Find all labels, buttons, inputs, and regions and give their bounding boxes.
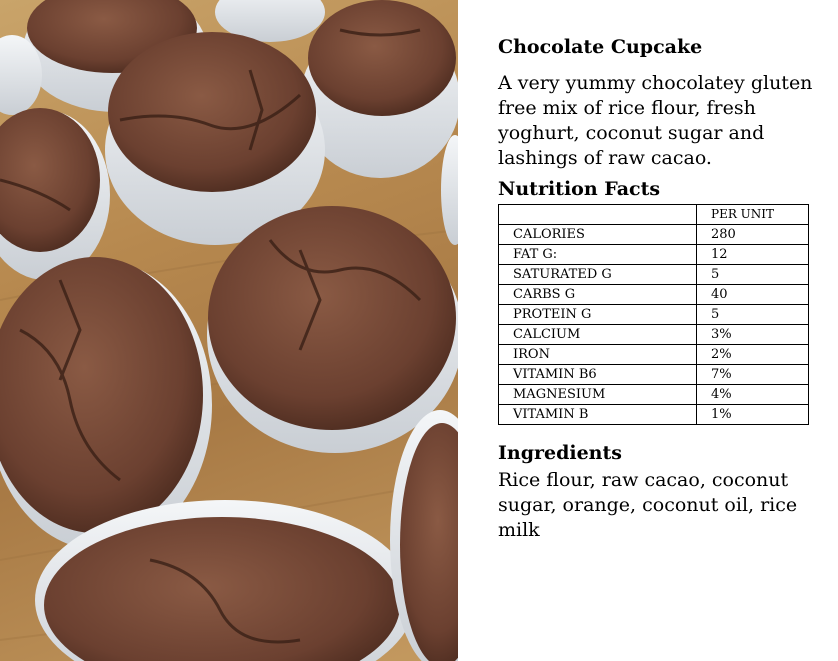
nutrient-label: SATURATED G (499, 265, 697, 285)
header-per-unit: PER UNIT (697, 205, 809, 225)
nutrient-value: 40 (697, 285, 809, 305)
nutrient-label: VITAMIN B6 (499, 365, 697, 385)
nutrient-label: FAT G: (499, 245, 697, 265)
table-row (499, 245, 809, 265)
recipe-panel (498, 34, 818, 543)
table-row (499, 365, 809, 385)
nutrient-value: 2% (697, 345, 809, 365)
nutrient-value: 280 (697, 225, 809, 245)
nutrition-table (498, 204, 809, 425)
nutrient-value: 4% (697, 385, 809, 405)
table-row (499, 405, 809, 425)
table-row (499, 385, 809, 405)
ingredients-heading: Ingredients (498, 442, 622, 464)
nutrient-value: 12 (697, 245, 809, 265)
nutrient-value: 3% (697, 325, 809, 345)
table-row (499, 305, 809, 325)
nutrient-value: 1% (697, 405, 809, 425)
header-empty-cell (499, 205, 697, 225)
table-row (499, 225, 809, 245)
nutrition-heading: Nutrition Facts (498, 178, 661, 200)
nutrient-label: IRON (499, 345, 697, 365)
nutrient-label: MAGNESIUM (499, 385, 697, 405)
nutrient-label: VITAMIN B (499, 405, 697, 425)
ingredients-text: Rice flour, raw cacao, coconut sugar, orange, coconut oil, rice milk (498, 469, 798, 541)
nutrient-label: PROTEIN G (499, 305, 697, 325)
nutrient-label: CALCIUM (499, 325, 697, 345)
nutrient-value: 5 (697, 265, 809, 285)
nutrient-value: 7% (697, 365, 809, 385)
recipe-title: Chocolate Cupcake (498, 36, 703, 58)
table-row (499, 265, 809, 285)
table-header-row (499, 205, 809, 225)
table-row (499, 325, 809, 345)
nutrient-label: CARBS G (499, 285, 697, 305)
nutrient-value: 5 (697, 305, 809, 325)
nutrient-label: CALORIES (499, 225, 697, 245)
table-row (499, 345, 809, 365)
recipe-description: A very yummy chocolatey gluten free mix of rice flour, fresh yoghurt, coconut sugar and lashings of raw cacao. (498, 72, 813, 169)
table-row (499, 285, 809, 305)
